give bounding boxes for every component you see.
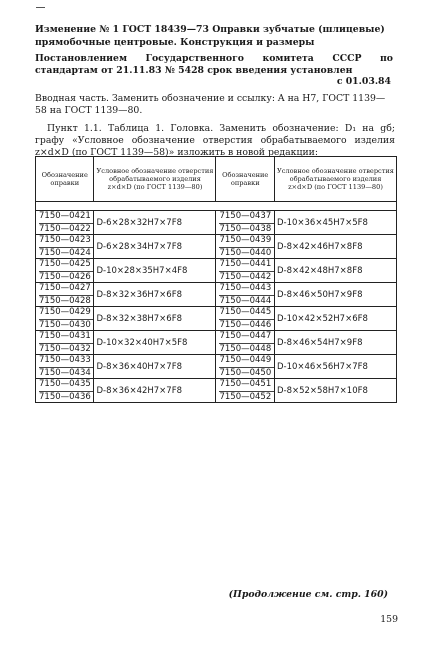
mandrel-code: 7150—0452 bbox=[219, 391, 273, 403]
code-cell-right bbox=[216, 211, 274, 235]
table-spacer bbox=[36, 202, 397, 211]
mandrel-code: 7150—0423 bbox=[39, 235, 91, 245]
mandrel-code: 7150—0422 bbox=[39, 223, 93, 235]
col-header-cond-right: Условное обозначение отверстия обрабатываемого изделия z×d×D (по ГОСТ 1139—80) bbox=[274, 157, 396, 202]
mandrel-code: 7150—0442 bbox=[219, 271, 273, 283]
amendment-title: Изменение № 1 ГОСТ 18439—73 Оправки зубчатые (шлицевые) прямобочные центровые. Конструкция и размеры bbox=[35, 24, 385, 48]
mandrel-code: 7150—0440 bbox=[219, 247, 273, 259]
code-cell-left bbox=[36, 355, 94, 379]
designation-cell-right: D-10×36×45H7×5F8 bbox=[274, 211, 396, 235]
mandrel-code: 7150—0436 bbox=[39, 391, 93, 403]
table-row bbox=[36, 355, 397, 379]
col-header-cond-left: Условное обозначение отверстия обрабатываемого изделия z×d×D (по ГОСТ 1139—80) bbox=[94, 157, 216, 202]
mandrel-code: 7150—0445 bbox=[219, 307, 272, 317]
mandrel-code: 7150—0429 bbox=[39, 307, 91, 317]
mandrel-code: 7150—0433 bbox=[39, 355, 91, 365]
mandrel-code: 7150—0444 bbox=[219, 295, 273, 307]
code-cell-right bbox=[216, 331, 274, 355]
designation-cell-right: D-10×42×52H7×6F8 bbox=[274, 307, 396, 331]
continuation-note: (Продолжение см. стр. 160) bbox=[228, 589, 388, 600]
table-row bbox=[36, 211, 397, 235]
decree-text: Постановлением Государственного комитета СССР по стандартам от 21.11.83 № 5428 срок введения установлен bbox=[35, 53, 393, 76]
table-row bbox=[36, 235, 397, 259]
mandrel-code: 7150—0421 bbox=[39, 211, 91, 221]
col-header-code-left: Обозначение оправки bbox=[36, 157, 94, 202]
col-header-code-right: Обозначение оправки bbox=[216, 157, 274, 202]
designation-cell-left: D-8×32×36H7×6F8 bbox=[94, 283, 216, 307]
code-cell-left bbox=[36, 307, 94, 331]
table-row bbox=[36, 307, 397, 331]
designation-cell-left: D-6×28×32H7×7F8 bbox=[94, 211, 216, 235]
code-cell-left bbox=[36, 379, 94, 403]
code-cell-right bbox=[216, 283, 274, 307]
mandrel-code: 7150—0424 bbox=[39, 247, 93, 259]
mandrel-code: 7150—0431 bbox=[39, 331, 91, 341]
mandrel-code: 7150—0443 bbox=[219, 283, 272, 293]
code-cell-left bbox=[36, 235, 94, 259]
code-cell-right bbox=[216, 259, 274, 283]
mandrel-code: 7150—0448 bbox=[219, 343, 273, 355]
code-cell-right bbox=[216, 355, 274, 379]
page-number: 159 bbox=[380, 614, 398, 625]
designation-cell-right: D-8×52×58H7×10F8 bbox=[274, 379, 396, 403]
table-row bbox=[36, 331, 397, 355]
code-cell-right bbox=[216, 307, 274, 331]
mandrel-code: 7150—0439 bbox=[219, 235, 272, 245]
mandrel-code: 7150—0430 bbox=[39, 319, 93, 331]
mandrel-code: 7150—0449 bbox=[219, 355, 272, 365]
designation-cell-right: D-8×46×50H7×9F8 bbox=[274, 283, 396, 307]
designation-cell-left: D-8×36×42H7×7F8 bbox=[94, 379, 216, 403]
mandrel-code: 7150—0426 bbox=[39, 271, 93, 283]
designation-cell-left: D-8×36×40H7×7F8 bbox=[94, 355, 216, 379]
code-cell-left bbox=[36, 211, 94, 235]
code-cell-left bbox=[36, 283, 94, 307]
code-cell-right bbox=[216, 235, 274, 259]
mandrel-code: 7150—0450 bbox=[219, 367, 273, 379]
code-cell-right bbox=[216, 379, 274, 403]
mandrel-code: 7150—0432 bbox=[39, 343, 93, 355]
effective-date: с 01.03.84 bbox=[336, 76, 391, 87]
mandrel-code: 7150—0434 bbox=[39, 367, 93, 379]
clause-paragraph: Пункт 1.1. Таблица 1. Головка. Заменить обозначение: D₁ на gб; графу «Условное обозначение отверстия обрабатываемого изделия z×d×D (по ГОСТ 1139—58)» изложить в новой редакции: bbox=[35, 123, 395, 158]
mandrel-code: 7150—0451 bbox=[219, 379, 272, 389]
table-row bbox=[36, 379, 397, 403]
designation-cell-right: D-8×42×46H7×8F8 bbox=[274, 235, 396, 259]
table-row bbox=[36, 283, 397, 307]
mandrel-code: 7150—0435 bbox=[39, 379, 91, 389]
top-rule bbox=[36, 7, 45, 8]
designation-cell-right: D-8×46×54H7×9F8 bbox=[274, 331, 396, 355]
mandrel-code: 7150—0437 bbox=[219, 211, 272, 221]
designation-cell-right: D-8×42×48H7×8F8 bbox=[274, 259, 396, 283]
mandrel-code: 7150—0447 bbox=[219, 331, 272, 341]
intro-paragraph: Вводная часть. Заменить обозначение и ссылку: A на H7, ГОСТ 1139—58 на ГОСТ 1139—80. bbox=[35, 93, 386, 116]
mandrel-code: 7150—0425 bbox=[39, 259, 91, 269]
mandrel-code: 7150—0446 bbox=[219, 319, 273, 331]
designation-cell-right: D-10×46×56H7×7F8 bbox=[274, 355, 396, 379]
table-row bbox=[36, 259, 397, 283]
designation-cell-left: D-8×32×38H7×6F8 bbox=[94, 307, 216, 331]
mandrel-code: 7150—0438 bbox=[219, 223, 273, 235]
mandrel-code: 7150—0427 bbox=[39, 283, 91, 293]
code-cell-left bbox=[36, 331, 94, 355]
mandrel-code: 7150—0441 bbox=[219, 259, 272, 269]
mandrel-table bbox=[35, 156, 397, 403]
table-header-row bbox=[36, 157, 397, 202]
designation-cell-left: D-10×28×35H7×4F8 bbox=[94, 259, 216, 283]
table-body bbox=[36, 202, 397, 403]
mandrel-code: 7150—0428 bbox=[39, 295, 93, 307]
designation-cell-left: D-10×32×40H7×5F8 bbox=[94, 331, 216, 355]
code-cell-left bbox=[36, 259, 94, 283]
designation-cell-left: D-6×28×34H7×7F8 bbox=[94, 235, 216, 259]
